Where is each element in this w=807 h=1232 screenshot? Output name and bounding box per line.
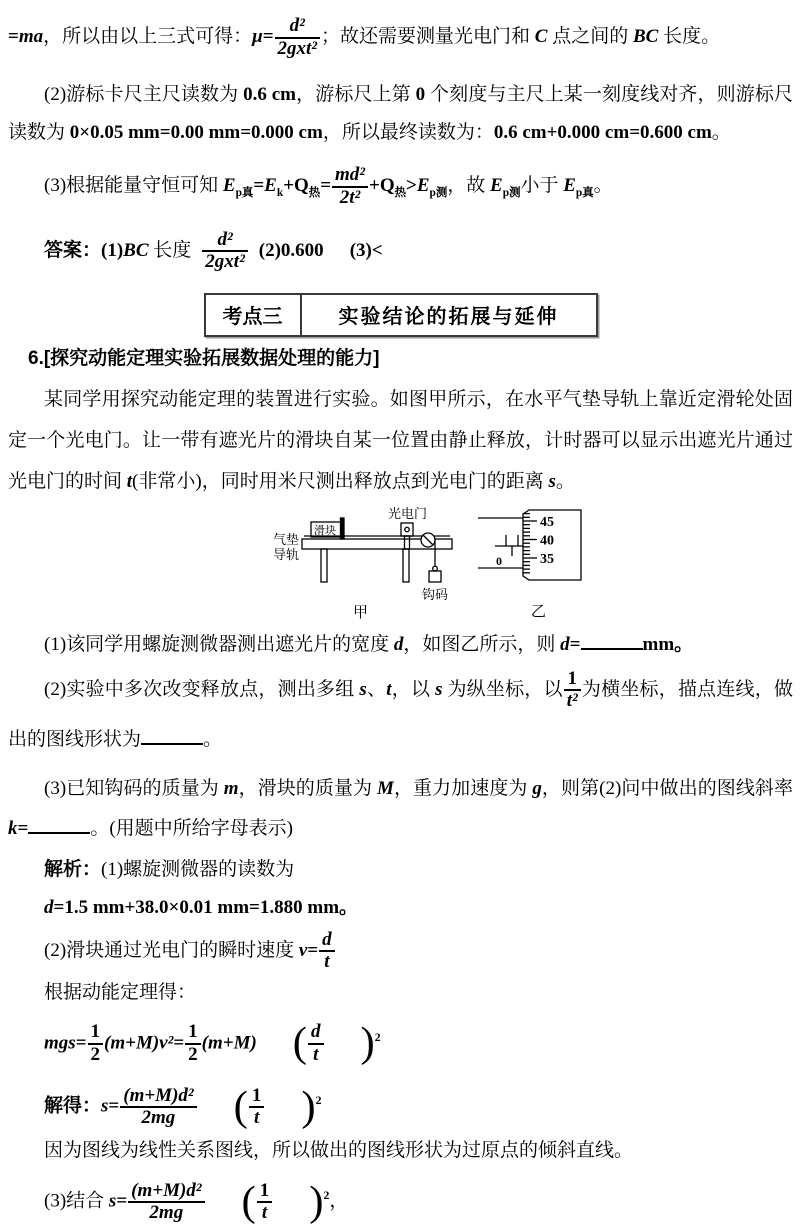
analysis-line-shape — [8, 1137, 793, 1165]
analysis-label: 解析： — [44, 858, 102, 880]
text-run: μ — [252, 26, 263, 47]
analysis-velocity — [8, 925, 793, 977]
text-run: s — [101, 1095, 109, 1117]
fraction-numerator: (m+M)d² — [123, 1084, 194, 1106]
slider-label: 滑块 — [314, 524, 336, 537]
paragraph-answer — [8, 223, 793, 279]
fraction — [331, 165, 369, 208]
text-run: ，滑块的质量为 — [238, 777, 377, 799]
text-run: ，故 — [447, 175, 491, 196]
thimble-reading-45: 45 — [540, 514, 554, 530]
solve-label: 解得： — [44, 1095, 102, 1117]
fraction-denominator: t — [257, 1201, 273, 1224]
main-scale-zero: 0 — [496, 553, 502, 568]
text-run: t — [386, 678, 392, 700]
paragraph-vernier-reading — [8, 76, 793, 152]
text-run: =1.5 mm+38.0×0.01 mm=1.880 mm。 — [53, 896, 359, 918]
fraction — [184, 1022, 202, 1065]
superscript: 2 — [374, 1030, 381, 1044]
open-paren: ( — [241, 1178, 256, 1226]
thimble-reading-40: 40 — [540, 533, 554, 549]
text-run: 小于 — [520, 175, 564, 196]
text-run: E — [490, 175, 503, 196]
subscript: p测 — [502, 186, 521, 199]
text-run: ，所以由以上三式可得： — [43, 26, 253, 47]
text-run: 个刻度与主尺上某一刻度线对齐，则游标尺读数为 — [8, 84, 793, 143]
fraction — [318, 930, 336, 973]
caption-jia: 甲 — [353, 604, 369, 621]
answer-blank — [28, 813, 90, 834]
exam-point-number: 考点三 — [206, 295, 302, 335]
photogate-lens — [405, 527, 409, 531]
text-run: 。 — [555, 470, 575, 492]
fraction-denominator: 2 — [88, 1043, 104, 1066]
text-run: g — [532, 777, 542, 799]
fraction — [256, 1181, 274, 1224]
question-6-stem — [8, 379, 793, 502]
analysis-part-3 — [8, 1167, 793, 1230]
text-run: 0 — [415, 84, 426, 105]
subscript: k — [276, 186, 284, 199]
text-run: = — [75, 1032, 87, 1054]
fraction — [307, 1022, 325, 1065]
question-2 — [8, 665, 793, 765]
text-run: 为横坐标，描点连线，做出的图线形状为 — [8, 678, 793, 750]
text-run: = — [17, 817, 29, 839]
fraction — [248, 1086, 266, 1129]
text-run: (2)游标卡尺主尺读数为 — [44, 84, 244, 105]
text-run: E — [222, 175, 236, 196]
text-run: (3)< — [349, 239, 383, 261]
fraction-numerator: 1 — [259, 1179, 270, 1201]
text-run: 为纵坐标，以 — [442, 678, 563, 700]
text-run: d — [393, 633, 404, 655]
text-run: 点之间的 — [547, 26, 633, 47]
fraction — [119, 1086, 197, 1129]
fraction-numerator: d — [322, 928, 332, 950]
close-paren: ) — [309, 1178, 324, 1226]
diagram-air-track-jia — [252, 506, 467, 621]
exam-point-box — [204, 293, 598, 337]
text-run: t — [126, 470, 133, 492]
text-run: = — [569, 633, 581, 655]
text-run: = — [262, 26, 274, 47]
text-run: C — [534, 26, 548, 47]
fraction-denominator: 2t² — [332, 186, 368, 209]
text-run: (2)0.600 — [258, 239, 324, 261]
weight-label: 钩码 — [422, 586, 449, 602]
text-run: ，则第(2)问中做出的图线斜率 — [541, 777, 794, 799]
superscript: 2 — [315, 1094, 322, 1108]
track-leg-left — [321, 549, 327, 582]
photogate-label: 光电门 — [388, 505, 428, 521]
air-track-label-line1: 气垫 — [273, 531, 300, 547]
text-run: k — [8, 817, 18, 839]
fraction-denominator: 2mg — [120, 1106, 196, 1129]
text-run: 因为图线为线性关系图线，所以做出的图线形状为过原点的倾斜直线。 — [44, 1140, 634, 1162]
thimble-reading-35: 35 — [540, 551, 554, 567]
text-run: ，游标尺上第 — [296, 84, 416, 105]
text-run: s — [435, 678, 443, 700]
fraction-denominator: t² — [564, 689, 581, 712]
text-run: 长度。 — [658, 26, 721, 47]
text-run: E — [264, 175, 277, 196]
text-run: (2)滑块通过光电门的瞬时速度 — [44, 939, 299, 961]
paragraph-friction-formula — [8, 10, 793, 64]
text-run: 0.6 cm — [243, 84, 296, 105]
text-run: ，重力加速度为 — [393, 777, 533, 799]
text-run: (3)已知钩码的质量为 — [44, 777, 224, 799]
text-run: 0.6 cm+0.000 cm=0.600 cm — [493, 122, 712, 143]
superscript: 2 — [323, 1189, 330, 1203]
text-run: d — [44, 896, 54, 918]
answer-blank — [581, 629, 643, 650]
text-run: mgs — [44, 1032, 76, 1054]
text-run: E — [416, 175, 430, 196]
fraction-denominator: t — [308, 1043, 324, 1066]
text-run: = — [307, 939, 319, 961]
fraction-numerator: d — [311, 1021, 321, 1043]
fraction-numerator: d² — [289, 15, 305, 37]
text-run: +Q — [369, 175, 395, 196]
fraction-numerator: 1 — [90, 1021, 101, 1043]
text-run: ；故还需要测量光电门和 — [321, 26, 535, 47]
figure-row — [252, 506, 603, 621]
fraction-numerator: 1 — [251, 1084, 262, 1106]
caption-yi: 乙 — [531, 603, 547, 618]
fraction-denominator: t — [249, 1106, 265, 1129]
fraction-numerator: (m+M)d² — [131, 1179, 202, 1201]
fraction-denominator: 2gxt² — [275, 37, 320, 60]
analysis-equation-2 — [8, 1072, 793, 1135]
fraction-numerator: d² — [217, 228, 233, 250]
diagram-micrometer-yi — [473, 506, 603, 618]
thimble-scale-ticks — [523, 513, 537, 572]
answer-blank — [141, 724, 203, 745]
text-run: mm。 — [642, 633, 694, 655]
answer-label: 答案： — [44, 239, 102, 261]
text-run: = — [8, 26, 19, 47]
text-run: m — [223, 777, 239, 799]
text-run: = — [116, 1190, 128, 1212]
text-run: 。 — [593, 175, 613, 196]
text-run: = — [320, 175, 332, 196]
text-run: = — [173, 1032, 185, 1054]
question-1 — [8, 629, 793, 661]
fraction — [274, 16, 321, 59]
shutter-vane — [341, 518, 345, 539]
text-run: (3)根据能量守恒可知 — [44, 175, 223, 196]
text-run: s — [359, 678, 367, 700]
text-run: M — [376, 777, 394, 799]
text-run: s — [108, 1190, 117, 1212]
text-run: (1)螺旋测微器的读数为 — [101, 858, 295, 880]
photogate-box — [401, 523, 413, 536]
text-run: E — [563, 175, 576, 196]
analysis-equation-1 — [8, 1011, 793, 1070]
paragraph-energy-conservation — [8, 158, 793, 221]
text-run: BC — [123, 239, 149, 261]
fraction-denominator: 2gxt² — [202, 250, 247, 273]
text-run: s — [548, 470, 556, 492]
fraction-denominator: t — [319, 950, 335, 973]
fraction-denominator: 2mg — [128, 1201, 204, 1224]
analysis-theorem-intro — [8, 979, 793, 1007]
text-run: = — [253, 175, 265, 196]
subscript: 热 — [394, 186, 407, 199]
weight-block — [429, 571, 441, 582]
fraction — [201, 230, 248, 273]
text-run: 。 — [711, 122, 731, 143]
text-run: 。(用题中所给字母表示) — [90, 817, 293, 839]
text-run: > — [406, 175, 417, 196]
open-paren: ( — [233, 1082, 248, 1130]
exam-point-title: 实验结论的拓展与延伸 — [338, 306, 559, 329]
text-run: 根据动能定理得： — [44, 981, 197, 1003]
fraction — [87, 1022, 105, 1065]
subscript: p测 — [429, 186, 448, 199]
text-run: (非常小)，同时用米尺测出释放点到光电门的距离 — [132, 470, 549, 492]
fraction — [563, 669, 582, 712]
subscript: p真 — [235, 186, 254, 199]
text-run: v — [298, 939, 308, 961]
text-run: (3)结合 — [44, 1190, 109, 1212]
analysis-heading — [8, 855, 793, 885]
question-3 — [8, 769, 793, 849]
text-run: +Q — [283, 175, 309, 196]
air-track-label-line2: 导轨 — [273, 546, 300, 562]
text-run: 。 — [203, 728, 223, 750]
fraction-numerator: md² — [335, 164, 366, 186]
close-paren: ) — [360, 1019, 375, 1067]
text-run: 、 — [366, 678, 387, 700]
open-paren: ( — [292, 1019, 308, 1067]
photogate-post — [405, 536, 410, 549]
subscript: 热 — [308, 186, 321, 199]
analysis-d-value — [8, 893, 793, 923]
text-run: ，以 — [391, 678, 436, 700]
text-run: ma — [18, 26, 44, 47]
text-run: 某同学用探究动能定理的装置进行实验。如图甲所示，在水平气垫导轨上靠近定滑轮处固定一个光电门。让一带有遮光片的滑块自某一位置由静止释放，计时器可以显示出遮光片通过光电门的时间 — [8, 388, 793, 492]
close-paren: ) — [301, 1082, 316, 1130]
text-run: (m+M)v² — [104, 1032, 174, 1054]
text-run: ，如图乙所示，则 — [403, 633, 561, 655]
text-run: BC — [632, 26, 659, 47]
fraction — [127, 1181, 205, 1224]
text-run: (1) — [101, 239, 124, 261]
text-run: (m+M) — [201, 1032, 257, 1054]
text-run: 长度 — [148, 239, 192, 261]
fraction-numerator: 1 — [567, 667, 577, 689]
question-6-title: 6.[探究动能定理实验拓展数据处理的能力] — [28, 347, 380, 369]
text-run: = — [108, 1095, 120, 1117]
text-run: ，所以最终读数为： — [322, 122, 494, 143]
text-run: (1)该同学用螺旋测微器测出遮光片的宽度 — [44, 633, 394, 655]
text-run: (2)实验中多次改变释放点，测出多组 — [44, 678, 360, 700]
subscript: p真 — [575, 186, 594, 199]
track-leg-right — [403, 549, 409, 582]
text-run: ， — [329, 1190, 349, 1212]
fraction-numerator: 1 — [188, 1021, 198, 1043]
text-run: d — [560, 633, 570, 655]
text-run: 0×0.05 mm=0.00 mm=0.000 cm — [69, 122, 323, 143]
fraction-denominator: 2 — [185, 1043, 201, 1066]
